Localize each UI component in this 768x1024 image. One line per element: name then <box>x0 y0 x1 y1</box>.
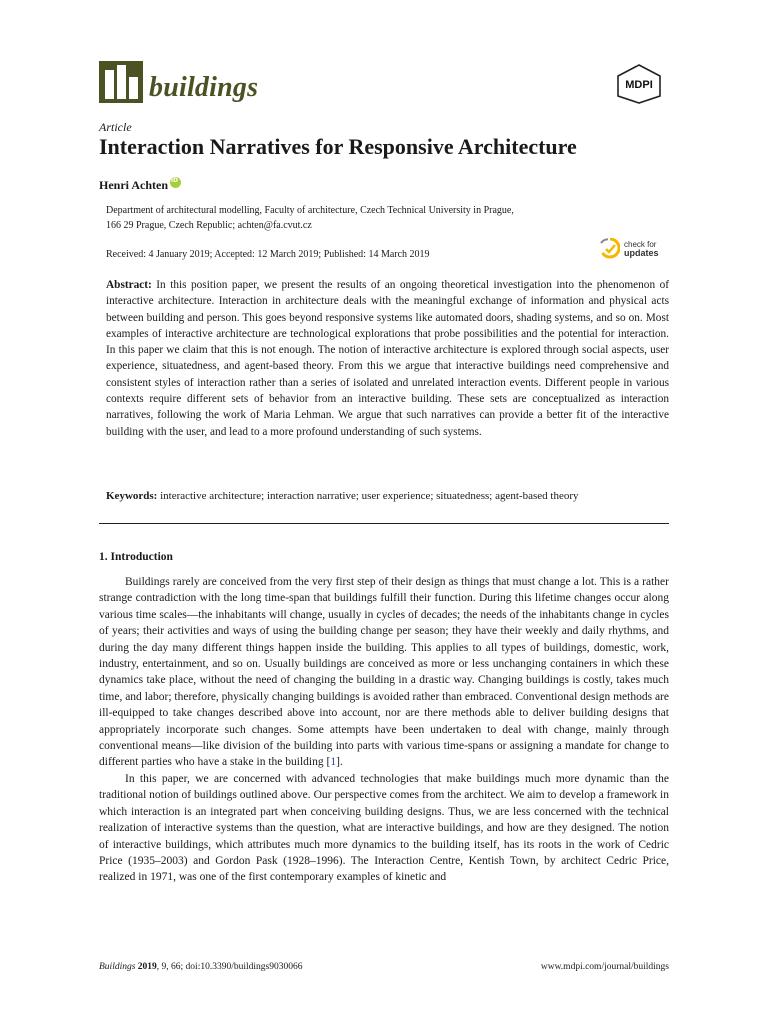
affiliation-line-2: 166 29 Prague, Czech Republic; achten@fa.cvut.cz <box>106 220 312 231</box>
publication-dates: Received: 4 January 2019; Accepted: 12 March 2019; Published: 14 March 2019 <box>106 249 430 260</box>
author-line <box>99 178 181 193</box>
footer-journal: Buildings <box>99 962 136 972</box>
publisher-name: MDPI <box>625 79 653 91</box>
paragraph-text: ]. <box>336 756 343 769</box>
keywords-label: Keywords: <box>106 490 158 502</box>
check-updates-label: check for <box>624 240 657 249</box>
abstract <box>106 277 669 440</box>
paragraph-text: Buildings rarely are conceived from the very first step of their design as things that must change a lot. This is a rather strange contradiction with the long time-span that buildings fulfill their function. During this lifetime changes occur along various time scales—the inhabitants will change, usually in cycles of decades; the needs of the inhabitants change in cycles of years; their activities and ways of using the building change per season; they have their weekly and daily rhythms, and during the day many different things happen inside the building. This applies to all types of buildings, domestic, work, industry, entertainment, and so on. Usually buildings are conceived as more or less unchanging containers in which these dynamics take place, without the need of changing the building in a drastic way. Changing buildings is costly, takes much time, and labor; therefore, physically changing buildings is avoided rather than embraced. Conventional design methods are ill-equipped to take changes described above into account, nor are there methods able to deliver building designs that appropriately incorporate such changes. Some attempts have been undertaken to deal with change, mainly through conventional means—like division of the building into parts with various time-spans or assigning a mandate for change to different parties who have a stake in the building [ <box>99 576 669 769</box>
abstract-text: In this position paper, we present the results of an ongoing theoretical investigation into the phenomenon of interactive architecture. Interaction in architecture deals with the meaningful exchange of information and physical acts between building and person. This goes beyond responsive systems like automated doors, shading systems, and so on. Most examples of interactive architecture are technological explorations that probe possibilities and the potential for interaction. In this paper we claim that this is not enough. The notion of interactive architecture is explored through social aspects, user experience, situatedness, and agent-based theory. From this we argue that interactive buildings need comprehensive and consistent styles of interaction rather than a series of isolated and unrelated interaction events. Different people in various contexts require different sets of behavior from an interactive building. These sets are conceptualized as interaction narratives, following the work of Maria Lehman. We argue that such narratives can provide a better fit of the interactive building with the user, and lead to a more profound understanding of such systems. <box>106 279 669 438</box>
reference-link[interactable]: 1 <box>330 756 337 769</box>
buildings-logo-icon <box>99 61 143 103</box>
check-for-updates-badge[interactable] <box>600 238 659 260</box>
keywords-text: interactive architecture; interaction narrative; user experience; situatedness; agent-based theory <box>160 490 579 502</box>
footer-year: 2019 <box>137 962 157 972</box>
check-updates-icon <box>600 238 620 260</box>
introduction-body <box>99 574 669 886</box>
section-divider <box>99 523 669 524</box>
footer-url[interactable]: www.mdpi.com/journal/buildings <box>540 962 669 972</box>
paragraph: In this paper, we are concerned with advanced technologies that make buildings much more dynamic than the traditional notion of buildings outlined above. Our perspective comes from the architect. We aim to develop a framework in which interaction is an integrated part when conceiving building designs. Thus, we are less concerned with the technical realization of interactive systems than the question, what are interactive buildings, and how are they designed. The notion of interactive buildings, which attributes much more dynamics to the building itself, has its roots in the work of Cedric Price (1935–2003) and Gordon Pask (1928–1996). The Interaction Centre, Kentish Town, by architect Cedric Price, realized in 1971, was one of the first contemporary examples of kinetic and <box>99 772 669 884</box>
updates-label: updates <box>624 248 659 258</box>
footer-doi[interactable]: , 9, 66; doi:10.3390/buildings9030066 <box>156 962 303 972</box>
mdpi-logo-icon[interactable] <box>615 64 663 104</box>
article-type: Article <box>99 120 132 134</box>
author-name[interactable]: Henri Achten <box>99 178 168 192</box>
keywords <box>106 488 669 504</box>
footer-citation <box>99 962 302 972</box>
affiliation <box>106 203 646 233</box>
orcid-icon[interactable] <box>170 177 181 188</box>
journal-logo[interactable] <box>99 61 258 103</box>
abstract-label: Abstract: <box>106 279 152 291</box>
paper-title: Interaction Narratives for Responsive Architecture <box>99 134 577 159</box>
paragraph <box>99 574 669 771</box>
affiliation-line-1: Department of architectural modelling, Faculty of architecture, Czech Technical University in Prague, <box>106 205 514 216</box>
section-heading-introduction: 1. Introduction <box>99 551 173 563</box>
journal-name: buildings <box>149 72 259 103</box>
